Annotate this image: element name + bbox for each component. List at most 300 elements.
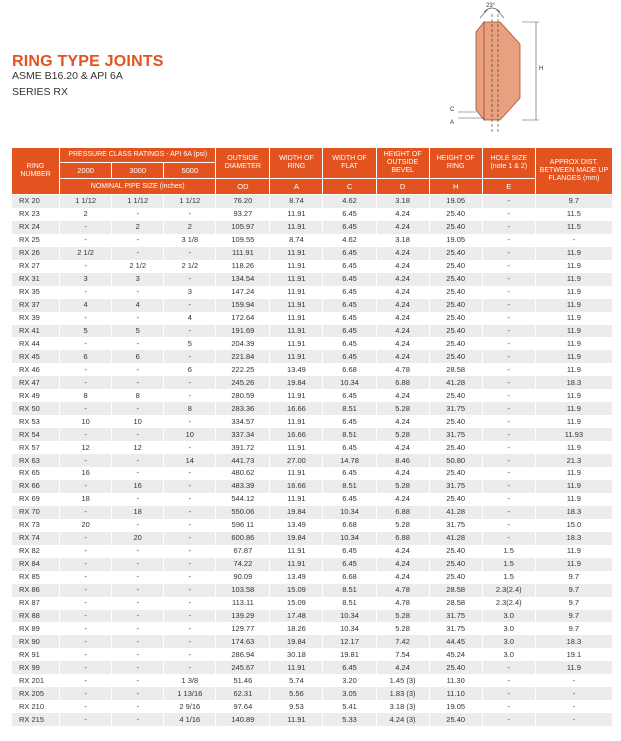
pressure-2000-cell: - xyxy=(60,661,112,674)
bevel-height-cell: 4.24 xyxy=(376,415,429,428)
pressure-2000-cell: 2 xyxy=(60,208,112,221)
flange-distance-cell: 11.9 xyxy=(535,415,612,428)
pressure-5000-cell: 3 xyxy=(164,286,216,299)
ring-number-cell: RX 65 xyxy=(12,467,60,480)
pressure-3000-cell: - xyxy=(112,208,164,221)
flange-distance-cell: - xyxy=(535,700,612,713)
outside-diameter-cell: 221.84 xyxy=(216,350,270,363)
outside-diameter-cell: 245.67 xyxy=(216,661,270,674)
pressure-3000-cell: - xyxy=(112,635,164,648)
width-of-flat-cell: 6.68 xyxy=(323,571,376,584)
ring-height-cell: 25.40 xyxy=(429,415,482,428)
bevel-height-cell: 4.78 xyxy=(376,597,429,610)
ring-height-cell: 25.40 xyxy=(429,713,482,726)
pressure-2000-cell: - xyxy=(60,532,112,545)
ring-height-cell: 31.75 xyxy=(429,480,482,493)
outside-diameter-cell: 62.31 xyxy=(216,687,270,700)
ring-profile-shape xyxy=(484,22,520,120)
outside-diameter-cell: 172.64 xyxy=(216,312,270,325)
ring-bevel-shape xyxy=(476,22,484,120)
ring-number-cell: RX 73 xyxy=(12,519,60,532)
outside-diameter-cell: 222.25 xyxy=(216,363,270,376)
pressure-5000-cell: - xyxy=(164,571,216,584)
outside-diameter-cell: 286.94 xyxy=(216,648,270,661)
outside-diameter-cell: 550.06 xyxy=(216,506,270,519)
pressure-3000-cell: - xyxy=(112,337,164,350)
pressure-3000-cell: - xyxy=(112,247,164,260)
width-of-ring-cell: 11.91 xyxy=(270,247,323,260)
flange-distance-cell: 11.9 xyxy=(535,350,612,363)
flange-distance-cell: 11.9 xyxy=(535,337,612,350)
ring-number-cell: RX 50 xyxy=(12,402,60,415)
pressure-3000-cell: - xyxy=(112,661,164,674)
pressure-5000-cell: - xyxy=(164,389,216,402)
outside-diameter-cell: 134.54 xyxy=(216,273,270,286)
pressure-5000-cell: - xyxy=(164,299,216,312)
pressure-5000-cell: 3 1/8 xyxy=(164,234,216,247)
standard-subtitle: ASME B16.20 & API 6A xyxy=(12,70,123,82)
pressure-3000-cell: - xyxy=(112,402,164,415)
bevel-height-cell: 4.24 xyxy=(376,221,429,234)
bevel-height-cell: 5.28 xyxy=(376,610,429,623)
width-of-ring-cell: 11.91 xyxy=(270,493,323,506)
pressure-3000-cell: - xyxy=(112,571,164,584)
pressure-2000-cell: - xyxy=(60,454,112,467)
pressure-2000-cell: - xyxy=(60,286,112,299)
hole-size-cell: - xyxy=(482,687,535,700)
width-of-ring-cell: 11.91 xyxy=(270,312,323,325)
flange-distance-cell: 11.9 xyxy=(535,299,612,312)
width-of-flat-header: WIDTH OF FLAT xyxy=(323,148,376,179)
width-of-flat-cell: 8.51 xyxy=(323,480,376,493)
pressure-2000-cell: - xyxy=(60,622,112,635)
ring-height-cell: 31.75 xyxy=(429,428,482,441)
pressure-5000-cell: - xyxy=(164,610,216,623)
table-row xyxy=(12,571,613,584)
ring-number-cell: RX 53 xyxy=(12,415,60,428)
table-row xyxy=(12,389,613,402)
pressure-3000-cell: - xyxy=(112,376,164,389)
outside-diameter-cell: 113.11 xyxy=(216,597,270,610)
hole-size-cell: - xyxy=(482,337,535,350)
outside-diameter-cell: 174.63 xyxy=(216,635,270,648)
table-row xyxy=(12,635,613,648)
width-of-flat-cell: 6.45 xyxy=(323,312,376,325)
pressure-3000-header: 3000 xyxy=(112,163,164,179)
width-of-ring-header: WIDTH OF RING xyxy=(270,148,323,179)
width-of-flat-cell: 6.45 xyxy=(323,415,376,428)
bevel-height-cell: 4.24 xyxy=(376,337,429,350)
ring-number-cell: RX 46 xyxy=(12,363,60,376)
bevel-height-cell: 4.24 xyxy=(376,312,429,325)
pressure-5000-cell: - xyxy=(164,325,216,338)
ring-height-cell: 25.40 xyxy=(429,337,482,350)
bevel-height-cell: 6.88 xyxy=(376,506,429,519)
flange-distance-cell: 11.9 xyxy=(535,402,612,415)
bevel-height-cell: 4.24 xyxy=(376,493,429,506)
pressure-3000-cell: - xyxy=(112,622,164,635)
hole-size-cell: - xyxy=(482,376,535,389)
pressure-3000-cell: 6 xyxy=(112,350,164,363)
pressure-5000-cell: 14 xyxy=(164,454,216,467)
pressure-3000-cell: - xyxy=(112,610,164,623)
pressure-2000-cell: - xyxy=(60,610,112,623)
h-symbol: H xyxy=(429,179,482,195)
pressure-2000-cell: 16 xyxy=(60,467,112,480)
width-of-ring-cell: 15.09 xyxy=(270,597,323,610)
flange-distance-cell: 11.9 xyxy=(535,545,612,558)
table-row xyxy=(12,467,613,480)
width-of-flat-cell: 6.45 xyxy=(323,299,376,312)
pressure-3000-cell: - xyxy=(112,713,164,726)
pressure-5000-cell: - xyxy=(164,415,216,428)
outside-diameter-cell: 391.72 xyxy=(216,441,270,454)
ring-number-cell: RX 205 xyxy=(12,687,60,700)
flange-distance-cell: 15.0 xyxy=(535,519,612,532)
table-row xyxy=(12,597,613,610)
table-row xyxy=(12,441,613,454)
ring-number-cell: RX 91 xyxy=(12,648,60,661)
ring-height-cell: 19.05 xyxy=(429,195,482,208)
hole-size-cell: - xyxy=(482,325,535,338)
flange-distance-cell: 11.93 xyxy=(535,428,612,441)
width-of-ring-cell: 8.74 xyxy=(270,234,323,247)
ring-height-cell: 28.58 xyxy=(429,584,482,597)
flange-distance-cell: 11.9 xyxy=(535,325,612,338)
width-of-flat-cell: 6.68 xyxy=(323,363,376,376)
pressure-2000-cell: - xyxy=(60,428,112,441)
ring-number-cell: RX 26 xyxy=(12,247,60,260)
pressure-3000-cell: - xyxy=(112,545,164,558)
hole-size-cell: - xyxy=(482,661,535,674)
ring-height-cell: 19.05 xyxy=(429,234,482,247)
width-of-ring-cell: 13.49 xyxy=(270,363,323,376)
outside-diameter-cell: 441.73 xyxy=(216,454,270,467)
pressure-2000-header: 2000 xyxy=(60,163,112,179)
table-row xyxy=(12,260,613,273)
ring-height-cell: 11.30 xyxy=(429,674,482,687)
pressure-3000-cell: 12 xyxy=(112,441,164,454)
width-of-ring-cell: 19.84 xyxy=(270,506,323,519)
ring-number-cell: RX 23 xyxy=(12,208,60,221)
table-row xyxy=(12,622,613,635)
table-row xyxy=(12,415,613,428)
width-of-ring-cell: 11.91 xyxy=(270,441,323,454)
width-of-flat-cell: 6.45 xyxy=(323,350,376,363)
ring-height-header: HEIGHT OF RING xyxy=(429,148,482,179)
pressure-2000-cell: - xyxy=(60,687,112,700)
pressure-5000-cell: 10 xyxy=(164,428,216,441)
ring-height-cell: 25.40 xyxy=(429,312,482,325)
table-row xyxy=(12,234,613,247)
hole-size-cell: - xyxy=(482,221,535,234)
width-of-ring-cell: 11.91 xyxy=(270,221,323,234)
pressure-3000-cell: 16 xyxy=(112,480,164,493)
table-row xyxy=(12,545,613,558)
bevel-height-cell: 4.24 xyxy=(376,299,429,312)
bevel-height-cell: 5.28 xyxy=(376,480,429,493)
bevel-height-cell: 4.78 xyxy=(376,584,429,597)
pressure-5000-cell: - xyxy=(164,597,216,610)
ring-height-cell: 28.58 xyxy=(429,363,482,376)
bevel-height-cell: 4.24 xyxy=(376,545,429,558)
width-of-ring-cell: 19.84 xyxy=(270,376,323,389)
pressure-5000-cell: - xyxy=(164,493,216,506)
flange-distance-cell: 11.9 xyxy=(535,286,612,299)
width-of-flat-cell: 5.33 xyxy=(323,713,376,726)
angle-label: 23° xyxy=(486,3,496,9)
flange-distance-cell: 11.9 xyxy=(535,363,612,376)
pressure-2000-cell: - xyxy=(60,713,112,726)
ring-height-cell: 25.40 xyxy=(429,441,482,454)
flange-distance-cell: 9.7 xyxy=(535,571,612,584)
width-of-ring-cell: 11.91 xyxy=(270,299,323,312)
width-of-flat-cell: 12.17 xyxy=(323,635,376,648)
bevel-height-cell: 4.24 xyxy=(376,286,429,299)
outside-diameter-cell: 103.58 xyxy=(216,584,270,597)
pressure-5000-cell: 1 1/12 xyxy=(164,195,216,208)
pressure-3000-cell: 8 xyxy=(112,389,164,402)
a-symbol: A xyxy=(270,179,323,195)
pressure-3000-cell: - xyxy=(112,428,164,441)
width-of-ring-cell: 11.91 xyxy=(270,325,323,338)
pressure-5000-cell: 1 3/8 xyxy=(164,674,216,687)
pressure-5000-cell: - xyxy=(164,558,216,571)
flange-distance-cell: 11.9 xyxy=(535,312,612,325)
hole-size-cell: 3.0 xyxy=(482,610,535,623)
width-of-ring-cell: 16.66 xyxy=(270,402,323,415)
pressure-3000-cell: - xyxy=(112,467,164,480)
width-of-flat-cell: 10.34 xyxy=(323,622,376,635)
outside-diameter-cell: 118.26 xyxy=(216,260,270,273)
ring-number-cell: RX 201 xyxy=(12,674,60,687)
ring-height-cell: 41.28 xyxy=(429,506,482,519)
hole-size-cell: - xyxy=(482,402,535,415)
width-of-ring-cell: 5.56 xyxy=(270,687,323,700)
ring-number-cell: RX 99 xyxy=(12,661,60,674)
bevel-height-cell: 4.24 xyxy=(376,467,429,480)
hole-size-cell: - xyxy=(482,247,535,260)
hole-size-cell: - xyxy=(482,532,535,545)
outside-diameter-cell: 483.39 xyxy=(216,480,270,493)
width-of-flat-cell: 10.34 xyxy=(323,610,376,623)
pressure-class-header: PRESSURE CLASS RATINGS - API 6A (psi) xyxy=(60,148,216,163)
outside-diameter-header: OUTSIDE DIAMETER xyxy=(216,148,270,179)
pressure-2000-cell: 4 xyxy=(60,299,112,312)
bevel-height-cell: 4.24 xyxy=(376,260,429,273)
pressure-5000-cell: - xyxy=(164,208,216,221)
width-of-ring-cell: 8.74 xyxy=(270,195,323,208)
ring-number-cell: RX 66 xyxy=(12,480,60,493)
bevel-height-cell: 7.42 xyxy=(376,635,429,648)
pressure-2000-cell: - xyxy=(60,545,112,558)
flange-distance-cell: 11.9 xyxy=(535,389,612,402)
width-of-flat-cell: 6.45 xyxy=(323,493,376,506)
ring-height-cell: 31.75 xyxy=(429,610,482,623)
ring-height-cell: 25.40 xyxy=(429,350,482,363)
hole-size-cell: - xyxy=(482,195,535,208)
width-of-ring-cell: 16.66 xyxy=(270,480,323,493)
ring-number-cell: RX 74 xyxy=(12,532,60,545)
pressure-5000-header: 5000 xyxy=(164,163,216,179)
pressure-5000-cell: 2 xyxy=(164,221,216,234)
bevel-height-cell: 4.24 xyxy=(376,273,429,286)
ring-height-cell: 25.40 xyxy=(429,467,482,480)
flange-distance-cell: 11.9 xyxy=(535,247,612,260)
width-of-ring-cell: 11.91 xyxy=(270,208,323,221)
pressure-5000-cell: 6 xyxy=(164,363,216,376)
series-subtitle: SERIES RX xyxy=(12,86,69,98)
hole-size-cell: - xyxy=(482,441,535,454)
ring-number-cell: RX 89 xyxy=(12,622,60,635)
width-of-ring-cell: 16.66 xyxy=(270,428,323,441)
outside-diameter-cell: 245.26 xyxy=(216,376,270,389)
width-of-ring-cell: 11.91 xyxy=(270,286,323,299)
pressure-3000-cell: - xyxy=(112,648,164,661)
pressure-5000-cell: 1 13/16 xyxy=(164,687,216,700)
pressure-3000-cell: - xyxy=(112,286,164,299)
ring-number-cell: RX 31 xyxy=(12,273,60,286)
width-of-ring-cell: 11.91 xyxy=(270,467,323,480)
nominal-pipe-size-header: NOMINAL PIPE SIZE (inches) xyxy=(60,179,216,195)
flange-distance-cell: 11.5 xyxy=(535,221,612,234)
bevel-height-cell: 4.24 xyxy=(376,247,429,260)
hole-size-cell: - xyxy=(482,273,535,286)
width-of-flat-cell: 10.34 xyxy=(323,532,376,545)
hole-size-header: HOLE SIZE (note 1 & 2) xyxy=(482,148,535,179)
pressure-5000-cell: - xyxy=(164,506,216,519)
width-of-ring-cell: 11.91 xyxy=(270,389,323,402)
pressure-5000-cell: - xyxy=(164,532,216,545)
table-row xyxy=(12,493,613,506)
width-of-flat-cell: 6.45 xyxy=(323,325,376,338)
hole-size-cell: - xyxy=(482,234,535,247)
table-row xyxy=(12,661,613,674)
hole-size-cell: - xyxy=(482,415,535,428)
hole-size-cell: 1.5 xyxy=(482,571,535,584)
bevel-height-cell: 4.24 xyxy=(376,208,429,221)
table-row xyxy=(12,713,613,726)
width-of-ring-cell: 30.18 xyxy=(270,648,323,661)
flange-distance-cell: 11.9 xyxy=(535,661,612,674)
width-of-ring-cell: 9.53 xyxy=(270,700,323,713)
bevel-height-header: HEIGHT OF OUTSIDE BEVEL xyxy=(376,148,429,179)
pressure-2000-cell: - xyxy=(60,260,112,273)
hole-size-cell: - xyxy=(482,286,535,299)
width-of-flat-cell: 8.51 xyxy=(323,597,376,610)
pressure-2000-cell: 5 xyxy=(60,325,112,338)
ring-number-cell: RX 35 xyxy=(12,286,60,299)
width-of-flat-cell: 3.05 xyxy=(323,687,376,700)
table-row xyxy=(12,506,613,519)
ring-number-cell: RX 39 xyxy=(12,312,60,325)
outside-diameter-cell: 140.89 xyxy=(216,713,270,726)
outside-diameter-cell: 191.69 xyxy=(216,325,270,338)
pressure-3000-cell: - xyxy=(112,584,164,597)
width-of-ring-cell: 11.91 xyxy=(270,337,323,350)
hole-size-cell: - xyxy=(482,350,535,363)
hole-size-cell: - xyxy=(482,260,535,273)
table-row xyxy=(12,247,613,260)
hole-size-cell: 3.0 xyxy=(482,622,535,635)
bevel-height-cell: 7.54 xyxy=(376,648,429,661)
flange-distance-cell: 21.3 xyxy=(535,454,612,467)
pressure-3000-cell: 2 xyxy=(112,221,164,234)
width-of-flat-cell: 4.62 xyxy=(323,195,376,208)
outside-diameter-cell: 109.55 xyxy=(216,234,270,247)
width-of-flat-cell: 6.45 xyxy=(323,273,376,286)
hole-size-cell: - xyxy=(482,506,535,519)
outside-diameter-cell: 74.22 xyxy=(216,558,270,571)
flange-distance-cell: 11.9 xyxy=(535,260,612,273)
table-row xyxy=(12,480,613,493)
hole-size-cell: - xyxy=(482,389,535,402)
pressure-2000-cell: - xyxy=(60,674,112,687)
pressure-3000-cell: - xyxy=(112,700,164,713)
hole-size-cell: 2.3(2.4) xyxy=(482,584,535,597)
pressure-3000-cell: 1 1/12 xyxy=(112,195,164,208)
hole-size-cell: - xyxy=(482,480,535,493)
pressure-5000-cell: - xyxy=(164,635,216,648)
pressure-5000-cell: - xyxy=(164,584,216,597)
table-row xyxy=(12,273,613,286)
ring-height-cell: 31.75 xyxy=(429,402,482,415)
d-symbol: D xyxy=(376,179,429,195)
rx-ring-table xyxy=(11,147,613,726)
ring-height-cell: 25.40 xyxy=(429,299,482,312)
width-of-ring-cell: 11.91 xyxy=(270,415,323,428)
pressure-2000-cell: - xyxy=(60,635,112,648)
pressure-2000-cell: - xyxy=(60,402,112,415)
table-row xyxy=(12,687,613,700)
pressure-2000-cell: - xyxy=(60,376,112,389)
ring-number-cell: RX 87 xyxy=(12,597,60,610)
width-of-flat-cell: 4.62 xyxy=(323,234,376,247)
ring-number-cell: RX 27 xyxy=(12,260,60,273)
hole-size-cell: - xyxy=(482,713,535,726)
c-symbol: C xyxy=(323,179,376,195)
width-of-flat-cell: 5.41 xyxy=(323,700,376,713)
width-of-flat-cell: 6.45 xyxy=(323,260,376,273)
pressure-3000-cell: 20 xyxy=(112,532,164,545)
width-of-flat-cell: 6.45 xyxy=(323,221,376,234)
hole-size-cell: 1.5 xyxy=(482,545,535,558)
pressure-2000-cell: - xyxy=(60,312,112,325)
ring-number-cell: RX 86 xyxy=(12,584,60,597)
ring-number-cell: RX 70 xyxy=(12,506,60,519)
flange-distance-cell: 9.7 xyxy=(535,584,612,597)
ring-number-cell: RX 44 xyxy=(12,337,60,350)
pressure-5000-cell: 2 9/16 xyxy=(164,700,216,713)
ring-number-cell: RX 88 xyxy=(12,610,60,623)
table-row xyxy=(12,208,613,221)
table-row xyxy=(12,674,613,687)
outside-diameter-cell: 544.12 xyxy=(216,493,270,506)
outside-diameter-cell: 139.29 xyxy=(216,610,270,623)
width-of-ring-cell: 13.49 xyxy=(270,571,323,584)
pressure-2000-cell: - xyxy=(60,700,112,713)
bevel-height-cell: 4.24 xyxy=(376,571,429,584)
bevel-height-cell: 3.18 xyxy=(376,195,429,208)
width-of-ring-cell: 11.91 xyxy=(270,661,323,674)
pressure-3000-cell: - xyxy=(112,597,164,610)
pressure-3000-cell: 10 xyxy=(112,415,164,428)
outside-diameter-cell: 283.36 xyxy=(216,402,270,415)
ring-height-cell: 25.40 xyxy=(429,661,482,674)
ring-number-cell: RX 84 xyxy=(12,558,60,571)
hole-size-cell: 2.3(2.4) xyxy=(482,597,535,610)
pressure-2000-cell: - xyxy=(60,221,112,234)
